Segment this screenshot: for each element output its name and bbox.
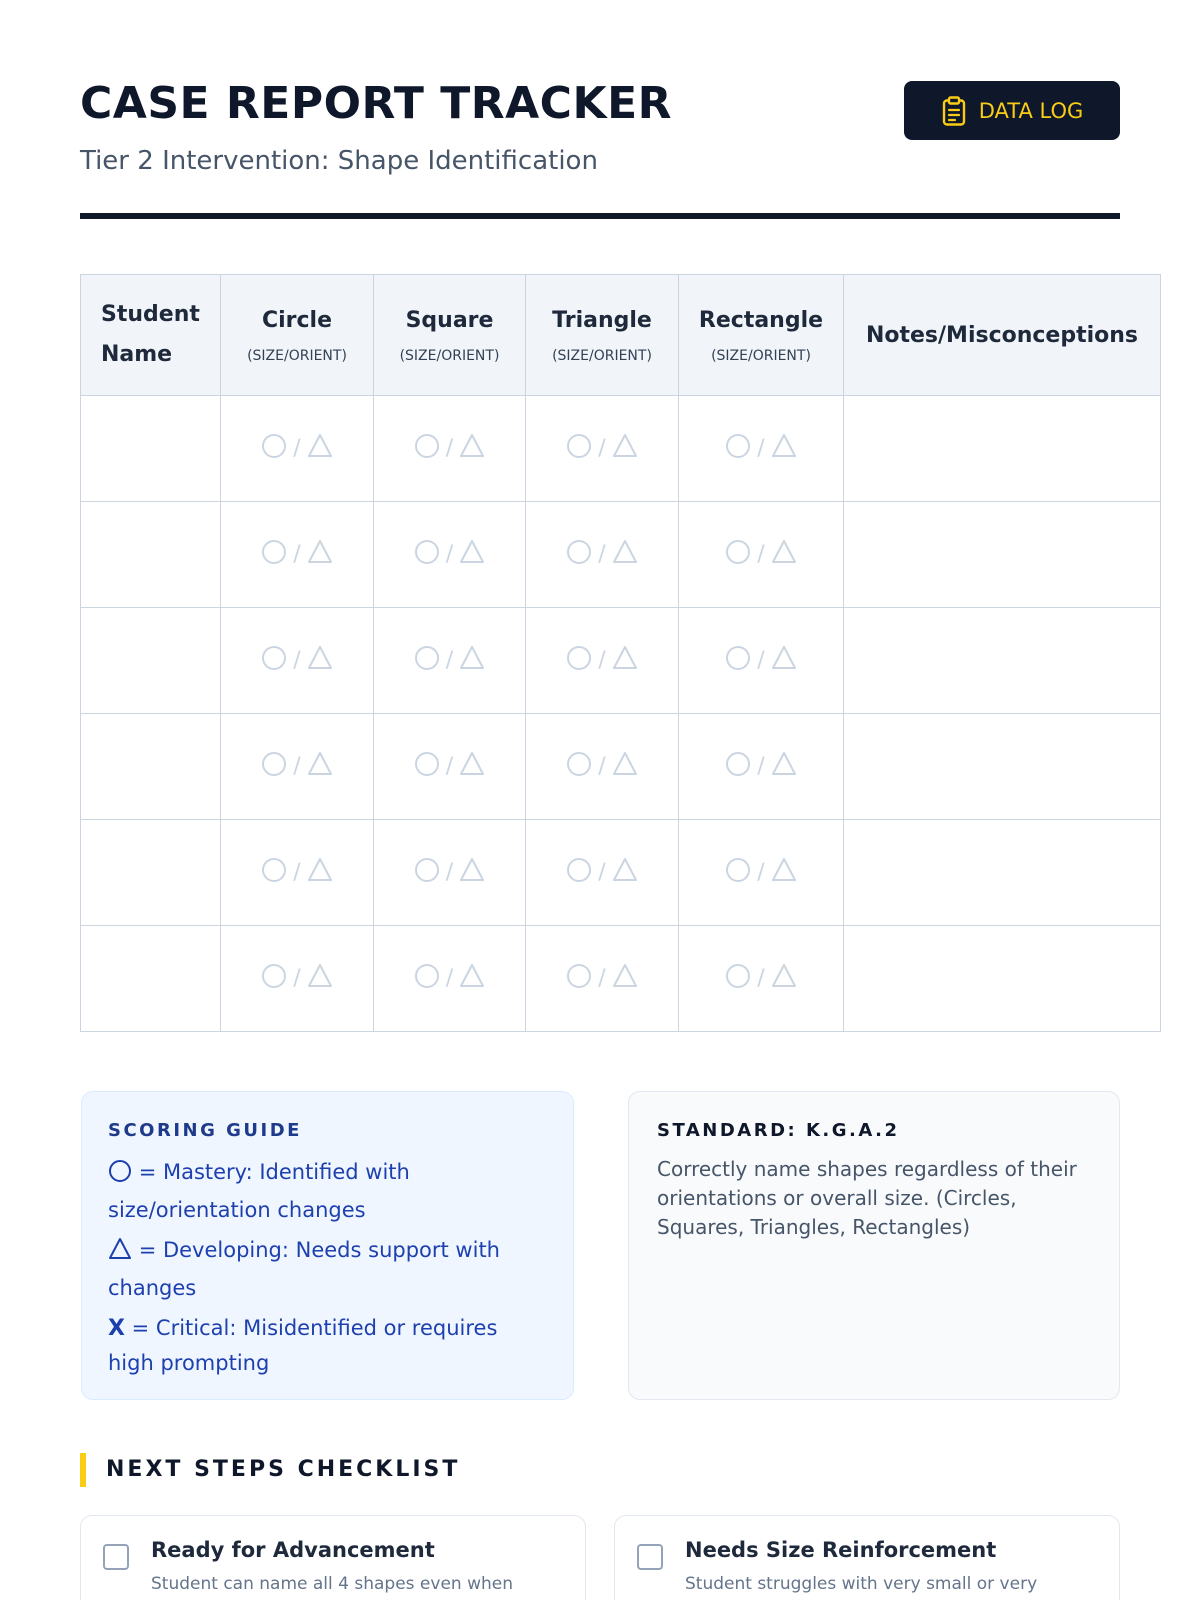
column-header-sublabel: (SIZE/ORIENT) [399, 348, 500, 364]
score-cell[interactable] [221, 608, 374, 714]
circle-icon [414, 539, 440, 571]
score-cell[interactable] [221, 502, 374, 608]
column-header-square [374, 275, 526, 396]
mark-separator: / [293, 966, 301, 991]
circle-icon [725, 751, 751, 783]
circle-icon [566, 963, 592, 995]
column-header-label: Rectangle [698, 308, 824, 333]
triangle-icon [771, 539, 797, 571]
score-cell[interactable] [679, 502, 844, 608]
column-header-label: Triangle [552, 308, 652, 333]
notes-cell[interactable] [844, 608, 1161, 714]
checklist-item-description: Student struggles with very small or very [685, 1574, 1038, 1594]
circle-icon [414, 751, 440, 783]
x-symbol: X [108, 1316, 125, 1341]
triangle-icon [612, 857, 638, 889]
score-placeholder [566, 433, 637, 465]
triangle-icon [459, 857, 485, 889]
column-header-circle [221, 275, 374, 396]
score-placeholder [414, 857, 485, 889]
score-cell[interactable] [526, 820, 679, 926]
scoring-item-text: = Critical: Misidentified or requires high prompting [108, 1316, 498, 1375]
score-placeholder [414, 645, 485, 677]
triangle-icon [771, 751, 797, 783]
title-divider [80, 213, 1120, 219]
score-cell[interactable] [526, 926, 679, 1032]
circle-icon [414, 645, 440, 677]
score-placeholder [566, 857, 637, 889]
checkbox[interactable] [637, 1544, 663, 1570]
score-placeholder [261, 751, 332, 783]
checklist-item-ready-for-advancement[interactable] [80, 1515, 586, 1600]
score-placeholder [414, 751, 485, 783]
score-placeholder [414, 963, 485, 995]
score-cell[interactable] [679, 820, 844, 926]
mark-separator: / [757, 436, 765, 461]
circle-icon [725, 645, 751, 677]
mark-separator: / [757, 966, 765, 991]
score-cell[interactable] [679, 926, 844, 1032]
triangle-icon [108, 1237, 132, 1271]
scoring-guide-heading: SCORING GUIDE [108, 1120, 302, 1141]
circle-icon [261, 963, 287, 995]
score-cell[interactable] [374, 820, 526, 926]
score-placeholder [261, 963, 332, 995]
column-header-sublabel: (SIZE/ORIENT) [711, 348, 811, 364]
scoring-item-text: = Mastery: Identified with size/orientation changes [108, 1160, 410, 1222]
triangle-icon [612, 433, 638, 465]
circle-icon [414, 963, 440, 995]
mark-separator: / [293, 542, 301, 567]
notes-cell[interactable] [844, 926, 1161, 1032]
score-placeholder [566, 539, 637, 571]
student-name-cell[interactable] [81, 820, 221, 926]
notes-cell[interactable] [844, 396, 1161, 502]
clipboard-icon [941, 96, 967, 126]
circle-icon [261, 857, 287, 889]
data-log-button[interactable] [904, 81, 1120, 140]
score-cell[interactable] [221, 820, 374, 926]
checklist-item-description: Student can name all 4 shapes even when [151, 1574, 513, 1594]
score-cell[interactable] [526, 714, 679, 820]
table-body [81, 396, 1161, 1032]
circle-icon [261, 645, 287, 677]
table-header-row [81, 275, 1161, 396]
score-cell[interactable] [526, 608, 679, 714]
checklist-item-title: Needs Size Reinforcement [685, 1538, 997, 1562]
mark-separator: / [598, 648, 606, 673]
mark-separator: / [598, 754, 606, 779]
scoring-item-developing [108, 1233, 547, 1305]
standard-description: Correctly name shapes regardless of their orientations or overall size. (Circles, Squares, Triangles, Rectangles) [657, 1157, 1077, 1239]
mark-separator: / [445, 648, 454, 673]
score-cell[interactable] [374, 714, 526, 820]
checkbox[interactable] [103, 1544, 129, 1570]
score-placeholder [261, 857, 332, 889]
notes-cell[interactable] [844, 714, 1161, 820]
triangle-icon [459, 539, 485, 571]
mark-separator: / [598, 436, 606, 461]
score-placeholder [566, 645, 637, 677]
column-header-sublabel: (SIZE/ORIENT) [552, 348, 652, 364]
score-cell[interactable] [374, 926, 526, 1032]
score-cell[interactable] [374, 396, 526, 502]
student-name-cell[interactable] [81, 926, 221, 1032]
triangle-icon [771, 433, 797, 465]
triangle-icon [459, 963, 485, 995]
student-name-cell[interactable] [81, 502, 221, 608]
circle-icon [725, 539, 751, 571]
mark-separator: / [445, 860, 454, 885]
circle-icon [414, 857, 440, 889]
score-placeholder [414, 539, 485, 571]
notes-cell[interactable] [844, 502, 1161, 608]
table-row [81, 502, 1161, 608]
score-cell[interactable] [526, 396, 679, 502]
page-title: CASE REPORT TRACKER [80, 78, 673, 129]
mark-separator: / [445, 436, 454, 461]
mark-separator: / [757, 754, 765, 779]
triangle-icon [307, 433, 333, 465]
student-name-cell[interactable] [81, 396, 221, 502]
mark-separator: / [293, 860, 301, 885]
score-cell[interactable] [679, 608, 844, 714]
column-header-student-name: Student Name [81, 275, 221, 396]
mark-separator: / [445, 966, 454, 991]
mark-separator: / [445, 754, 454, 779]
scoring-guide [81, 1091, 574, 1400]
circle-icon [566, 857, 592, 889]
table-row [81, 926, 1161, 1032]
scoring-item-mastery [108, 1155, 547, 1227]
score-placeholder [725, 857, 796, 889]
circle-icon [261, 433, 287, 465]
score-placeholder [725, 645, 796, 677]
triangle-icon [771, 963, 797, 995]
standard-heading: STANDARD: K.G.A.2 [657, 1120, 900, 1141]
checklist-item-title: Ready for Advancement [151, 1538, 435, 1562]
page-subtitle: Tier 2 Intervention: Shape Identification [80, 146, 598, 176]
score-cell[interactable] [221, 714, 374, 820]
triangle-icon [771, 645, 797, 677]
mark-separator: / [445, 542, 454, 567]
score-placeholder [261, 433, 332, 465]
triangle-icon [612, 963, 638, 995]
table-row [81, 714, 1161, 820]
student-name-cell[interactable] [81, 714, 221, 820]
score-placeholder [725, 433, 796, 465]
mark-separator: / [757, 542, 765, 567]
column-header-label: Circle [261, 308, 333, 333]
score-cell[interactable] [221, 396, 374, 502]
mark-separator: / [598, 860, 606, 885]
circle-icon [108, 1159, 132, 1193]
triangle-icon [307, 539, 333, 571]
circle-icon [261, 751, 287, 783]
mark-separator: / [757, 648, 765, 673]
score-placeholder [414, 433, 485, 465]
table-row [81, 396, 1161, 502]
mark-separator: / [598, 542, 606, 567]
circle-icon [566, 539, 592, 571]
score-cell[interactable] [679, 714, 844, 820]
standard-card [628, 1091, 1120, 1400]
circle-icon [566, 645, 592, 677]
table-row [81, 608, 1161, 714]
triangle-icon [307, 751, 333, 783]
triangle-icon [459, 751, 485, 783]
data-log-label: DATA LOG [978, 98, 1084, 123]
score-placeholder [725, 751, 796, 783]
mark-separator: / [293, 754, 301, 779]
student-name-cell[interactable] [81, 608, 221, 714]
triangle-icon [459, 433, 485, 465]
mark-separator: / [598, 966, 606, 991]
column-header-sublabel: (SIZE/ORIENT) [247, 348, 347, 364]
triangle-icon [307, 857, 333, 889]
mark-separator: / [293, 436, 301, 461]
circle-icon [566, 433, 592, 465]
circle-icon [414, 433, 440, 465]
column-header-rectangle [679, 275, 844, 396]
circle-icon [725, 963, 751, 995]
circle-icon [261, 539, 287, 571]
score-placeholder [261, 645, 332, 677]
notes-cell[interactable] [844, 820, 1161, 926]
case-tracker-table [80, 274, 1161, 1032]
score-cell[interactable] [526, 502, 679, 608]
score-cell[interactable] [374, 502, 526, 608]
column-header-label: Square [405, 308, 494, 333]
triangle-icon [612, 645, 638, 677]
score-placeholder [566, 963, 637, 995]
column-header-notes: Notes/Misconceptions [844, 275, 1161, 396]
triangle-icon [307, 645, 333, 677]
triangle-icon [771, 857, 797, 889]
score-cell[interactable] [374, 608, 526, 714]
mark-separator: / [757, 860, 765, 885]
triangle-icon [612, 751, 638, 783]
score-placeholder [566, 751, 637, 783]
triangle-icon [612, 539, 638, 571]
table-row [81, 820, 1161, 926]
score-cell[interactable] [679, 396, 844, 502]
column-header-triangle [526, 275, 679, 396]
triangle-icon [459, 645, 485, 677]
circle-icon [566, 751, 592, 783]
next-steps-heading: NEXT STEPS CHECKLIST [80, 1453, 460, 1487]
mark-separator: / [293, 648, 301, 673]
score-cell[interactable] [221, 926, 374, 1032]
scoring-item-critical [108, 1311, 547, 1380]
circle-icon [725, 857, 751, 889]
triangle-icon [307, 963, 333, 995]
score-placeholder [725, 539, 796, 571]
checklist-item-needs-size-reinforcement[interactable] [614, 1515, 1120, 1600]
score-placeholder [725, 963, 796, 995]
circle-icon [725, 433, 751, 465]
score-placeholder [261, 539, 332, 571]
scoring-item-text: = Developing: Needs support with changes [108, 1238, 500, 1300]
